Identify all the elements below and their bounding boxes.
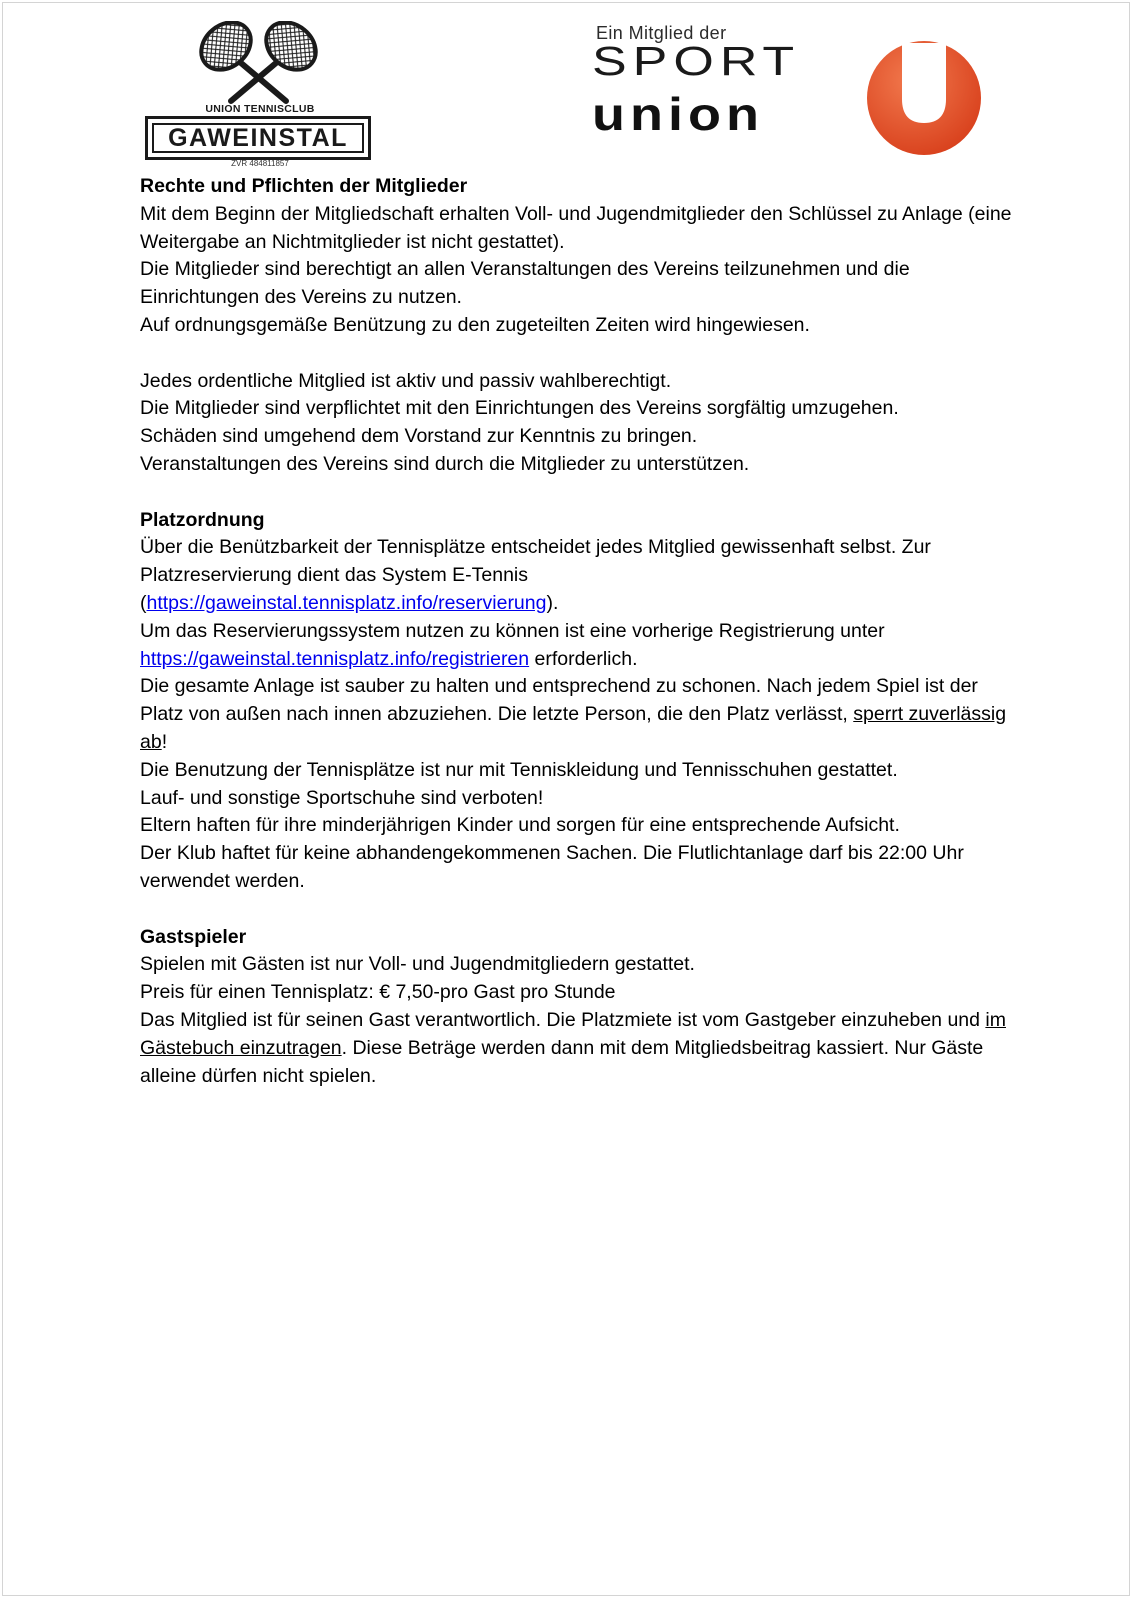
paragraph: Preis für einen Tennisplatz: € 7,50-pro Gast pro Stunde [140, 981, 616, 1004]
paragraph-registration: https://gaweinstal.tennisplatz.info/registrieren erforderlich. [140, 647, 638, 670]
sportunion-word-sport: SPORT [592, 39, 801, 85]
paragraph: Lauf- und sonstige Sportschuhe sind verboten! [140, 786, 544, 809]
sportunion-logo [594, 23, 984, 155]
registration-link[interactable]: https://gaweinstal.tennisplatz.info/registrieren [140, 647, 530, 670]
document-body [140, 173, 1020, 1090]
club-logo [141, 21, 379, 171]
sportunion-tagline: Ein Mitglied der [596, 23, 727, 43]
club-name: GAWEINSTAL [168, 124, 348, 152]
paragraph-reservation: (https://gaweinstal.tennisplatz.info/reservierung). [140, 591, 559, 614]
paragraph: Spielen mit Gästen ist nur Voll- und Jugendmitgliedern gestattet. [140, 953, 695, 976]
paragraph: Schäden sind umgehend dem Vorstand zur Kenntnis zu bringen. [140, 425, 698, 448]
paragraph: Mit dem Beginn der Mitgliedschaft erhalten Voll- und Jugendmitglieder den Schlüssel zu Anlage (eine Weitergabe an Nichtmitglieder ist nicht gestattet). [140, 202, 1012, 253]
reservation-link[interactable]: https://gaweinstal.tennisplatz.info/reservierung [146, 591, 547, 614]
tennis-rackets-icon [141, 21, 379, 105]
sportunion-u-icon [865, 39, 983, 157]
paragraph: Die Mitglieder sind verpflichtet mit den Einrichtungen des Vereins sorgfältig umzugehen. [140, 397, 899, 420]
paragraph: Die Benutzung der Tennisplätze ist nur mit Tenniskleidung und Tennisschuhen gestattet. [140, 758, 898, 781]
club-subtitle: UNION TENNISCLUB [205, 103, 315, 115]
paragraph: Über die Benützbarkeit der Tennisplätze entscheidet jedes Mitglied gewissenhaft selbst. Zur Platzreservierung dient das System E-Tennis [140, 536, 931, 587]
paragraph: Der Klub haftet für keine abhandengekommenen Sachen. Die Flutlichtanlage darf bis 22:00 Uhr verwendet werden. [140, 842, 964, 892]
section-heading-platzordnung: Platzordnung [140, 508, 265, 531]
paragraph: Veranstaltungen des Vereins sind durch die Mitglieder zu unterstützen. [140, 452, 750, 475]
document-page [2, 2, 1130, 1596]
club-zvr: ZVR 484811857 [231, 159, 289, 168]
paragraph: Auf ordnungsgemäße Benützung zu den zugeteilten Zeiten wird hingewiesen. [140, 313, 810, 336]
paragraph: Jedes ordentliche Mitglied ist aktiv und passiv wahlberechtigt. [140, 369, 672, 392]
section-heading-rechte: Rechte und Pflichten der Mitglieder [140, 175, 468, 197]
club-name-box [145, 116, 371, 160]
sportunion-word-union: union [592, 89, 764, 141]
underlined-text: sperrt zuverlässig ab [140, 703, 1007, 753]
underlined-text: im Gästebuch einzutragen [140, 1008, 1006, 1059]
section-heading-gastspieler: Gastspieler [140, 925, 247, 948]
paragraph: Das Mitglied ist für seinen Gast verantwortlich. Die Platzmiete ist vom Gastgeber einzuheben und im Gästebuch einzutragen. Diese Beträge werden dann mit dem Mitgliedsbeitrag kassiert. Nur Gäste alleine dürfen nicht spielen. [140, 1008, 1006, 1087]
paragraph: Um das Reservierungssystem nutzen zu können ist eine vorherige Registrierung unter [140, 619, 885, 642]
paragraph: Eltern haften für ihre minderjährigen Kinder und sorgen für eine entsprechende Aufsicht. [140, 814, 900, 837]
paragraph: Die Mitglieder sind berechtigt an allen Veranstaltungen des Vereins teilzunehmen und die Einrichtungen des Vereins zu nutzen. [140, 258, 910, 309]
paragraph: Die gesamte Anlage ist sauber zu halten und entsprechend zu schonen. Nach jedem Spiel ist der Platz von außen nach innen abzuziehen. Die letzte Person, die den Platz verlässt, sperrt zuverlässig ab! [140, 675, 1007, 753]
